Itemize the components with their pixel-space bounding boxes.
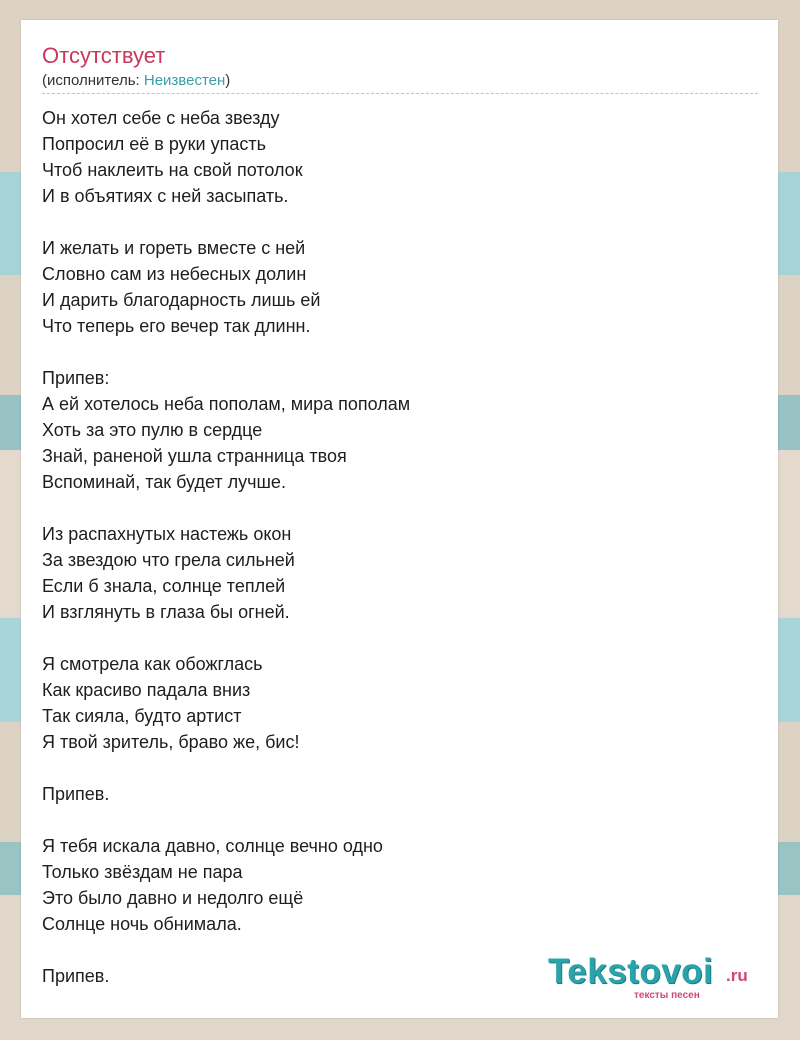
stanza-gap <box>42 209 758 235</box>
lyric-line: Хоть за это пулю в сердце <box>42 420 263 440</box>
stanza-gap <box>42 755 758 781</box>
lyric-line: А ей хотелось неба пополам, мира пополам <box>42 394 411 414</box>
lyric-line: Попросил её в руки упасть <box>42 134 266 154</box>
lyric-line: Так сияла, будто артист <box>42 706 242 726</box>
lyric-line: Я тебя искала давно, солнце вечно одно <box>42 836 383 856</box>
lyric-line: Вспоминай, так будет лучше. <box>42 472 286 492</box>
lyric-line: Я смотрела как обожглась <box>42 654 263 674</box>
lyrics-card <box>21 20 778 1018</box>
lyric-line: Знай, раненой ушла странница твоя <box>42 446 347 466</box>
lyric-line: Я твой зритель, браво же, бис! <box>42 732 300 752</box>
header-divider <box>42 93 758 94</box>
stanza-gap <box>42 495 758 521</box>
lyric-line: И взглянуть в глаза бы огней. <box>42 602 290 622</box>
chorus-reference: Припев. <box>42 784 110 804</box>
song-title: Отсутствует <box>42 43 166 68</box>
lyric-line: Чтоб наклеить на свой потолок <box>42 160 303 180</box>
lyric-line: За звездою что грела сильней <box>42 550 295 570</box>
chorus-label: Припев: <box>42 368 110 388</box>
site-logo[interactable] <box>548 952 758 1002</box>
lyric-line: И желать и гореть вместе с ней <box>42 238 306 258</box>
stanza-gap <box>42 625 758 651</box>
logo-domain: .ru <box>726 966 748 985</box>
lyrics-text <box>42 105 758 989</box>
lyric-line: Он хотел себе с неба звезду <box>42 108 280 128</box>
lyric-line: Это было давно и недолго ещё <box>42 888 304 908</box>
lyric-line: Только звёздам не пара <box>42 862 243 882</box>
chorus-reference: Припев. <box>42 966 110 986</box>
lyric-line: Как красиво падала вниз <box>42 680 251 700</box>
logo-wordmark: Tekstovoi <box>548 952 714 991</box>
artist-line <box>42 72 230 90</box>
artist-prefix: (исполнитель: <box>42 72 144 89</box>
lyric-line: Солнце ночь обнимала. <box>42 914 242 934</box>
lyric-line: Из распахнутых настежь окон <box>42 524 292 544</box>
artist-suffix: ) <box>225 72 231 89</box>
stanza-gap <box>42 807 758 833</box>
stanza-gap <box>42 339 758 365</box>
artist-link[interactable]: Неизвестен <box>143 72 226 89</box>
lyric-line: Словно сам из небесных долин <box>42 264 307 284</box>
lyric-line: Что теперь его вечер так длинн. <box>42 316 311 336</box>
lyric-line: Если б знала, солнце теплей <box>42 576 286 596</box>
logo-tagline: тексты песен <box>634 990 700 1001</box>
lyric-line: И дарить благодарность лишь ей <box>42 290 321 310</box>
lyric-line: И в объятиях с ней засыпать. <box>42 186 289 206</box>
